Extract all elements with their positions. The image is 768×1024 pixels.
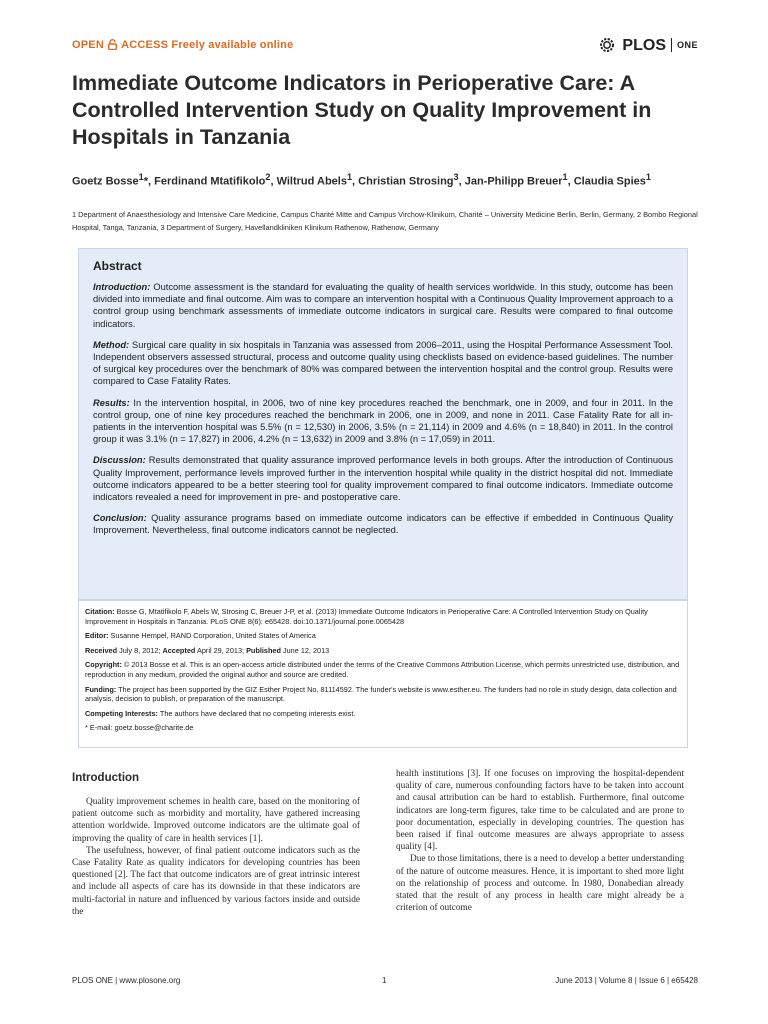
footer-journal: PLOS ONE | www.plosone.org <box>72 976 181 985</box>
intro-paragraph-2: The usefulness, however, of final patient outcome indicators such as the Case Fatality Rate as quality indicators for developing countries has been questioned [2]. The fact that outcome indicators are of great intrinsic interest and include all aspects of care has its downside in that these indicators are multi-factorial in nature and influenced by various factors inside and outside the <box>72 845 360 917</box>
page-number: 1 <box>382 976 387 985</box>
body-column-left <box>72 768 360 918</box>
body-column-right <box>396 768 684 914</box>
one-wordmark: ONE <box>676 40 698 50</box>
page-footer <box>72 976 698 990</box>
corresponding-email: * E-mail: goetz.bosse@charite.de <box>85 723 194 733</box>
article-title: Immediate Outcome Indicators in Perioperative Care: A Controlled Intervention Study on Quality Improvement in Hospitals in Tanzania <box>72 71 652 149</box>
author-list: Goetz Bosse$^1$*, Ferdinand Mtatifikolo$^2$, Wiltrud Abels$^1$, Christian Strosing$^3$, Jan-Philipp Breuer$^1$, Claudia Spies$^1$ <box>72 172 651 188</box>
footer-issue: June 2013 | Volume 8 | Issue 6 | e65428 <box>555 976 698 985</box>
introduction-heading: Introduction <box>72 772 140 784</box>
open-lock-icon <box>108 39 117 50</box>
plos-one-logo <box>598 36 698 54</box>
funding: Funding: The project has been supported by the GIZ Esther Project No. 81114592. The funder's website is www.esther.eu. The funders had no role in study design, data collection and analysis, decision to publish, or preparation of the manuscript. <box>85 684 677 704</box>
access-label: ACCESS Freely available online <box>121 39 294 51</box>
logo-divider <box>671 38 672 52</box>
intro-paragraph-3: health institutions [3]. If one focuses on improving the hospital-dependent quality of care, numerous confounding factors have to be taken into account and causal attribution can be hard to establish. Furthermore, final outcome indicators are long-term figures, take time to be calculated and are prone to poor documentation, especially in developing countries. The question has been raised if final outcome measures are always appropriate to assess quality [4]. <box>396 769 684 853</box>
affiliations: 1 Department of Anaesthesiology and Intensive Care Medicine, Campus Charité Mitte and Campus Virchow-Klinikum, Charité – University Medicine Berlin, Berlin, Germany, 2 Bombo Regional Hospital, Tanga, Tanzania, 3 Department of Surgery, Havellandkliniken Klinikum Rathenow, Rathenow, Germany <box>72 210 698 232</box>
open-label: OPEN <box>72 39 104 51</box>
plos-wordmark: PLOS <box>622 37 666 54</box>
abstract-introduction: Introduction: Outcome assessment is the standard for evaluating the quality of health services worldwide. In this study, outcome has been divided into immediate and final outcome. Aim was to compare an intervention hospital with a Continuous Quality Improvement approach to a control group using benchmark assessments of immediate outcome indicators in surgical care. Results were compared to final outcome indicators. <box>93 282 673 329</box>
copyright: Copyright: © 2013 Bosse et al. This is an open-access article distributed under the terms of the Creative Commons Attribution License, which permits unrestricted use, distribution, and reproduction in any medium, provided the original author and source are credited. <box>85 660 680 679</box>
journal-header <box>72 36 698 56</box>
intro-paragraph-4: Due to those limitations, there is a need to develop a better understanding of the nature of outcome measures. Hence, it is important to shed more light on the relationship of process and outcome. In 1980, Donabedian already stated that the result of any process in health care might already be a criterion of outcome <box>396 854 684 914</box>
editor: Editor: Susanne Hempel, RAND Corporation, United States of America <box>85 631 316 641</box>
dates: Received July 8, 2012; Accepted April 29, 2013; Published June 12, 2013 <box>85 645 330 655</box>
abstract-box <box>78 248 688 600</box>
abstract-conclusion: Conclusion: Quality assurance programs based on immediate outcome indicators can be effective if embedded in Continuous Quality Improvement. Nevertheless, final outcome indicators cannot be neglected. <box>93 513 673 536</box>
abstract-results: Results: In the intervention hospital, in 2006, two of nine key procedures reached the benchmark, one in 2009, and four in 2011. In the control group, one of nine key procedures reached the benchmark in 2006, one in 2009, and none in 2011. Case Fatality Rate for all in-patients in the intervention hospital was 5.5% (n = 12,530) in 2006, 3.5% (n = 21,114) in 2009 and 4.6% (n = 18,840) in 2011. In the control group it was 3.1% (n = 17,827) in 2006, 4.2% (n = 13,632) in 2009 and 3.8% (n = 17,059) in 2011. <box>93 397 673 445</box>
article-metadata <box>78 600 688 748</box>
abstract-discussion: Discussion: Results demonstrated that quality assurance improved performance levels in both groups. After the introduction of Continuous Quality Improvement, performance levels improved further in the intervention hospital while quality in the district hospital did not. Immediate outcome indicators appeared to be a better steering tool for quality improvement compared to final outcome indicators. Immediate outcome indicators revealed a need for improvement in pre- and postoperative care. <box>93 455 673 503</box>
plos-gear-icon <box>598 36 616 54</box>
intro-paragraph-1: Quality improvement schemes in health care, based on the monitoring of patient outcome such as morbidity and mortality, have gathered increasing attention worldwide. Improved outcome indicators are the ultimate goal of improving the quality of care in health services [1]. <box>72 797 360 844</box>
abstract-heading: Abstract <box>93 259 142 273</box>
citation: Citation: Bosse G, Mtatifikolo F, Abels W, Strosing C, Breuer J-P, et al. (2013) Immediate Outcome Indicators in Perioperative Care: A Controlled Intervention Study on Quality Improvement in Hospitals in Tanzania. PLoS ONE 8(6): e65428. doi:10.1371/journal.pone.0065428 <box>85 607 648 626</box>
open-access-banner <box>72 39 293 51</box>
competing-interests: Competing Interests: The authors have declared that no competing interests exist. <box>85 708 356 718</box>
abstract-method: Method: Surgical care quality in six hospitals in Tanzania was assessed from 2006–2011, using the Hospital Performance Assessment Tool. Independent observers assessed structural, process and outcome quality using checklists based on evidence-based guidelines. The number of surgical key procedures over the benchmark of 80% was compared between the intervention hospital and the control group. Results were compared to Case Fatality Rates. <box>93 339 673 387</box>
